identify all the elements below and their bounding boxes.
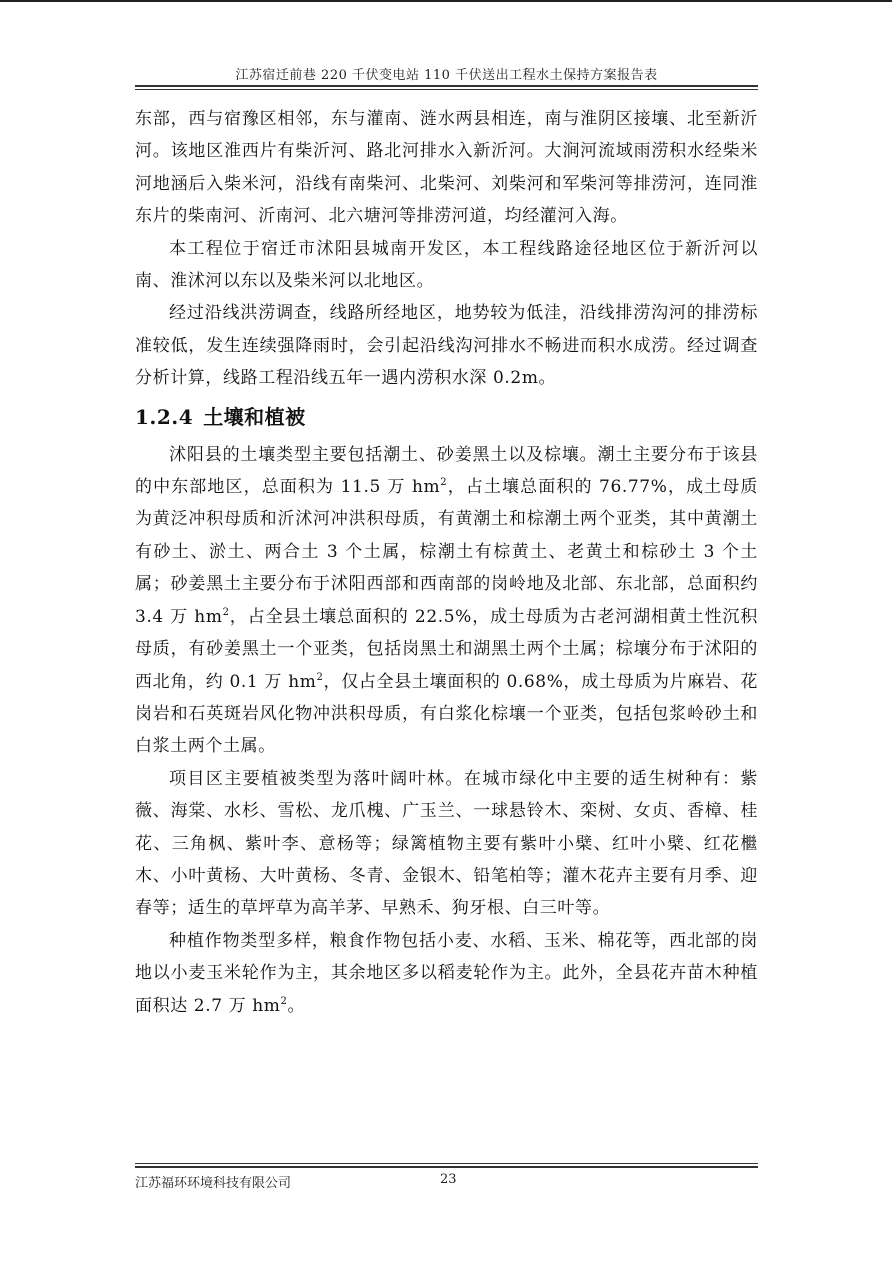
- superscript-2: 2: [222, 606, 230, 618]
- soil-text-part-1: 沭阳县的土壤类型主要包括潮土、砂姜黑土以及棕壤。潮土主要分布于该县的中东部地区，总面积为 11.5 万 hm: [135, 444, 758, 498]
- paragraph-drainage-continued: 东部，西与宿豫区相邻，东与灌南、涟水两县相连，南与淮阴区接壤、北至新沂河。该地区淮西片有柴沂河、路北河排水入新沂河。大涧河流域雨涝积水经柴米河地涵后入柴米河，沿线有南柴河、北柴河、刘柴河和军柴河等排涝河，连同淮东片的柴南河、沂南河、北六塘河等排涝河道，均经灌河入海。: [135, 109, 758, 227]
- section-number: 1.2.4: [135, 404, 194, 429]
- page-top-border: [0, 0, 892, 2]
- footer-rule: [135, 1166, 758, 1168]
- soil-text-part-2: ，占土壤总面积的 76.77%，成土母质为黄泛冲积母质和沂沭河冲洪积母质，有黄潮土和棕潮土两个亚类，其中黄潮土有砂土、淤土、两合土 3 个土属，棕潮土有棕黄土、老黄土和棕砂土 3 个土属；砂姜黑土主要分布于沭阳西部和西南部的岗岭地及北部、东北部，总面积约 3.4 万 hm: [135, 477, 758, 627]
- header-rule-thin: [135, 89, 758, 90]
- footer-company: 江苏福环环境科技有限公司: [135, 1176, 292, 1191]
- section-heading: [135, 397, 758, 437]
- superscript-2: 2: [440, 477, 448, 489]
- paragraph-soil-types: [135, 439, 758, 763]
- running-header: 江苏宿迁前巷 220 千伏变电站 110 千伏送出工程水土保持方案报告表: [235, 68, 658, 83]
- paragraph-crops: [135, 925, 758, 1022]
- document-body: [135, 103, 758, 1022]
- superscript-2: 2: [280, 995, 288, 1007]
- superscript-2: 2: [316, 671, 324, 683]
- crops-text-part-2: 。: [287, 995, 306, 1016]
- soil-text-part-4: ，仅占全县土壤面积的 0.68%，成土母质为片麻岩、花岗岩和石英斑岩风化物冲洪积母质，有白浆化棕壤一个亚类，包括包浆岭砂土和白浆土两个土属。: [135, 671, 759, 757]
- page-number: 23: [440, 1172, 457, 1187]
- paragraph-project-location: 本工程位于宿迁市沭阳县城南开发区，本工程线路途径地区位于新沂河以南、淮沭河以东以及柴米河以北地区。: [135, 238, 758, 292]
- paragraph-vegetation: 项目区主要植被类型为落叶阔叶林。在城市绿化中主要的适生树种有：紫薇、海棠、水杉、雪松、龙爪槐、广玉兰、一球悬铃木、栾树、女贞、香樟、桂花、三角枫、紫叶李、意杨等；绿篱植物主要有紫叶小檗、红叶小檗、红花檵木、小叶黄杨、大叶黄杨、冬青、金银木、铅笔柏等；灌木花卉主要有月季、迎春等；适生的草坪草为高羊茅、早熟禾、狗牙根、白三叶等。: [135, 768, 758, 919]
- section-title: 土壤和植被: [203, 404, 306, 429]
- soil-text-part-3: ，占全县土壤总面积的 22.5%，成土母质为古老河湖相黄土性沉积母质，有砂姜黑土一个亚类，包括岗黑土和湖黑土两个土属；棕壤分布于沭阳的西北角，约 0.1 万 hm: [135, 606, 758, 692]
- header-rule: [135, 85, 758, 87]
- paragraph-flood-survey: 经过沿线洪涝调查，线路所经地区，地势较为低洼，沿线排涝沟河的排涝标准较低，发生连续强降雨时，会引起沿线沟河排水不畅进而积水成涝。经过调查分析计算，线路工程沿线五年一遇内涝积水深 0.2m。: [135, 303, 758, 389]
- footer-rule-thin: [135, 1163, 758, 1164]
- crops-text-part-1: 种植作物类型多样，粮食作物包括小麦、水稻、玉米、棉花等，西北部的岗地以小麦玉米轮作为主，其余地区多以稻麦轮作为主。此外，全县花卉苗木种植面积达 2.7 万 hm: [135, 930, 758, 1016]
